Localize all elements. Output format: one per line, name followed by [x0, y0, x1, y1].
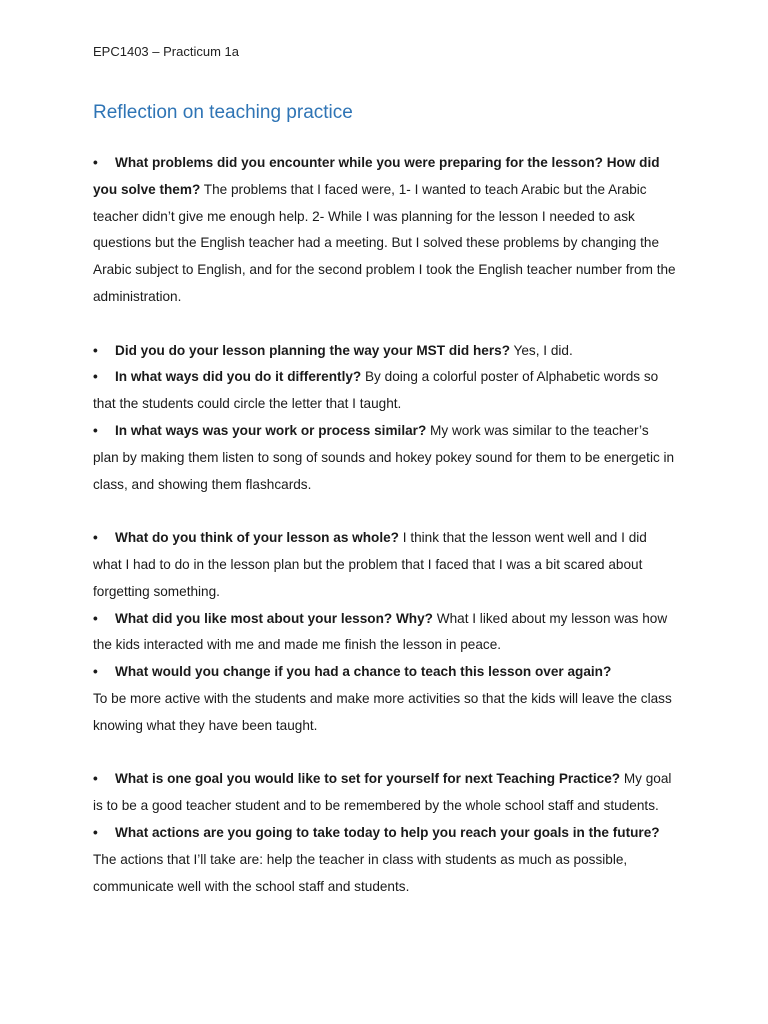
document-body [93, 150, 678, 900]
reflection-item-liked-most [93, 606, 678, 660]
question-text: What is one goal you would like to set for yourself for next Teaching Practice? [115, 771, 621, 787]
question-text: What would you change if you had a chance to teach this lesson over again? [115, 664, 612, 680]
question-text: What problems did you encounter while you were preparing for the lesson? How did you solve them? [93, 155, 660, 197]
bullet-glyph: • [93, 664, 98, 680]
reflection-item-similar [93, 418, 678, 498]
answer-text: By doing a colorful poster of Alphabetic words so that the students could circle the letter that I taught. [93, 369, 659, 412]
reflection-item-change [93, 659, 678, 686]
answer-text: Yes, I did. [510, 342, 573, 358]
answer-text: My work was similar to the teacher’s plan by making them listen to song of sounds and hokey pokey sound for them to be energetic in class, and showing them flashcards. [93, 422, 675, 492]
bullet-glyph: • [93, 824, 98, 840]
question-text: What did you like most about your lesson? Why? [115, 610, 433, 626]
question-text: In what ways was your work or process similar? [115, 422, 427, 438]
bullet-glyph: • [93, 610, 98, 626]
reflection-item-mst-planning [93, 338, 678, 365]
reflection-item-differently [93, 364, 678, 418]
answer-paragraph: The actions that I’ll take are: help the teacher in class with students as much as possible, communicate well with the school staff and students. [93, 851, 628, 894]
reflection-item-problems [93, 150, 678, 311]
reflection-item-actions [93, 820, 678, 847]
bullet-glyph: • [93, 530, 98, 546]
answer-text: The problems that I faced were, 1- I wanted to teach Arabic but the Arabic teacher didn’t give me enough help. 2- While I was planning for the lesson I needed to ask questions but the English teacher had a meeting. But I solved these problems by changing the Arabic subject to English, and for the second problem I took the English teacher number from the administration. [93, 181, 676, 304]
question-text: What actions are you going to take today to help you reach your goals in the future? [115, 824, 660, 840]
reflection-item-whole-lesson [93, 525, 678, 605]
answer-text: What I liked about my lesson was how the kids interacted with me and made me finish the lesson in peace. [93, 610, 668, 653]
answer-text: I think that the lesson went well and I did what I had to do in the lesson plan but the problem that I faced that I was a bit scared about forgetting something. [93, 530, 647, 599]
bullet-glyph: • [93, 369, 98, 385]
bullet-glyph: • [93, 422, 98, 438]
question-text: Did you do your lesson planning the way your MST did hers? [115, 342, 511, 358]
bullet-glyph: • [93, 771, 98, 787]
page-header: EPC1403 – Practicum 1a [93, 44, 239, 59]
question-text: What do you think of your lesson as whole? [115, 530, 399, 546]
reflection-item-goal [93, 766, 678, 820]
bullet-glyph: • [93, 342, 98, 358]
answer-text: My goal is to be a good teacher student and to be remembered by the whole school staff and students. [93, 771, 672, 814]
bullet-glyph: • [93, 155, 98, 170]
answer-paragraph: To be more active with the students and make more activities so that the kids will leave the class knowing what they have been taught. [93, 690, 672, 733]
page-title: Reflection on teaching practice [93, 102, 353, 123]
question-text: In what ways did you do it differently? [115, 369, 362, 385]
